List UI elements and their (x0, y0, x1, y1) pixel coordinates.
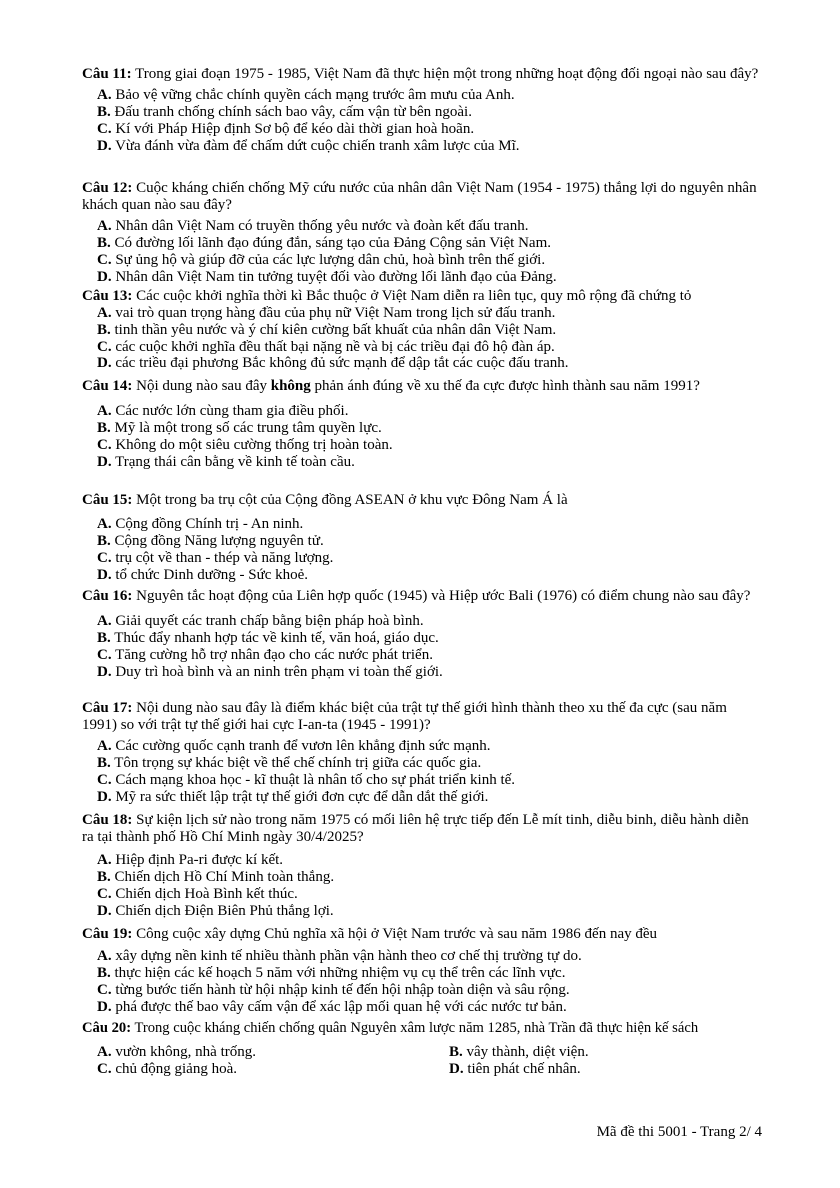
option-c: C. từng bước tiến hành từ hội nhập kinh tế đến hội nhập toàn diện và sâu rộng. (97, 982, 570, 998)
question-18 (82, 812, 762, 920)
question-label: Câu 11: (82, 66, 132, 82)
emphasis-not: không (270, 378, 311, 394)
option-c: C. Kí với Pháp Hiệp định Sơ bộ để kéo dài thời gian hoà hoãn. (97, 121, 475, 137)
option-d: D. Mỹ ra sức thiết lập trật tự thế giới đơn cực để dẫn dắt thế giới. (97, 789, 489, 805)
option-c: C. chủ động giảng hoà. (97, 1061, 237, 1077)
page-footer: Mã đề thi 5001 - Trang 2/ 4 (596, 1124, 762, 1140)
option-d: D. Trạng thái cân bằng về kinh tế toàn cầu. (97, 454, 355, 470)
question-stem (82, 812, 762, 846)
option-a: A. vai trò quan trọng hàng đầu của phụ nữ Việt Nam trong lịch sử đấu tranh. (97, 305, 556, 321)
option-a: A. vườn không, nhà trống. (97, 1044, 256, 1060)
option-a: A. Các cường quốc cạnh tranh để vươn lên khẳng định sức mạnh. (97, 738, 491, 754)
option-d: D. Vừa đánh vừa đàm để chấm dứt cuộc chiến tranh xâm lược của Mĩ. (97, 138, 520, 154)
question-11 (82, 66, 762, 155)
option-c: C. Chiến dịch Hoà Bình kết thúc. (97, 886, 298, 902)
question-stem (82, 66, 762, 83)
option-c: C. trụ cột về than - thép và năng lượng. (97, 550, 334, 566)
option-a: A. Giải quyết các tranh chấp bằng biện pháp hoà bình. (97, 613, 424, 629)
question-stem (82, 926, 762, 943)
option-a: A. Hiệp định Pa-ri được kí kết. (97, 852, 284, 868)
option-a: A. Các nước lớn cùng tham gia điều phối. (97, 403, 349, 419)
question-label: Câu 19: (82, 926, 133, 942)
option-d: D. Duy trì hoà bình và an ninh trên phạm vi toàn thế giới. (97, 664, 443, 680)
option-c: C. Cách mạng khoa học - kĩ thuật là nhân tố cho sự phát triển kinh tế. (97, 772, 516, 788)
option-b: B. vây thành, diệt viện. (449, 1044, 589, 1060)
option-b: B. Thúc đẩy nhanh hợp tác về kinh tế, văn hoá, giáo dục. (97, 630, 439, 646)
option-d: D. Nhân dân Việt Nam tin tưởng tuyệt đối vào đường lối lãnh đạo của Đảng. (97, 269, 557, 285)
question-stem (82, 700, 762, 734)
question-text: Nội dung nào sau đây là điểm khác biệt của trật tự thế giới hình thành theo xu thế đa cực (sau năm 1991) so với trật tự thế giới hai cực I-an-ta (1945 - 1991)? (82, 700, 727, 733)
question-16 (82, 588, 762, 681)
question-label: Câu 17: (82, 700, 133, 716)
option-d: D. tiên phát chế nhân. (449, 1061, 581, 1077)
option-c: C. các cuộc khởi nghĩa đều thất bại nặng nề và bị các triều đại đô hộ đàn áp. (97, 338, 555, 355)
question-15 (82, 492, 762, 584)
option-b: B. Chiến dịch Hồ Chí Minh toàn thắng. (97, 869, 335, 885)
question-text: Công cuộc xây dựng Chủ nghĩa xã hội ở Việt Nam trước và sau năm 1986 đến nay đều (136, 926, 658, 942)
question-label: Câu 15: (82, 492, 133, 508)
question-label: Câu 14: (82, 378, 133, 394)
question-12 (82, 180, 762, 286)
question-14 (82, 378, 762, 471)
option-b: B. Cộng đồng Năng lượng nguyên tử. (97, 533, 324, 549)
option-c: C. Không do một siêu cường thống trị hoàn toàn. (97, 437, 393, 453)
question-stem (82, 492, 762, 509)
question-text: Một trong ba trụ cột của Cộng đồng ASEAN ở khu vực Đông Nam Á là (136, 492, 568, 508)
question-label: Câu 13: (82, 288, 133, 304)
option-c: C. Tăng cường hỗ trợ nhân đạo cho các nước phát triển. (97, 647, 433, 663)
option-b: B. Tôn trọng sự khác biệt về thể chế chính trị giữa các quốc gia. (97, 755, 482, 771)
option-d: D. tổ chức Dinh dưỡng - Sức khoẻ. (97, 567, 309, 583)
question-label: Câu 12: (82, 180, 133, 196)
option-a: A. Cộng đồng Chính trị - An ninh. (97, 516, 304, 532)
option-b: B. tinh thần yêu nước và ý chí kiên cường bất khuất của nhân dân Việt Nam. (97, 321, 557, 338)
question-text: Nguyên tắc hoạt động của Liên hợp quốc (1945) và Hiệp ước Bali (1976) có điểm chung nào sau đây? (136, 588, 751, 604)
option-b: B. Đấu tranh chống chính sách bao vây, cấm vận từ bên ngoài. (97, 104, 472, 120)
question-label: Câu 18: (82, 812, 133, 828)
question-17 (82, 700, 762, 806)
question-label: Câu 16: (82, 588, 133, 604)
question-text: Các cuộc khởi nghĩa thời kì Bắc thuộc ở Việt Nam diễn ra liên tục, quy mô rộng đã chứng tỏ (136, 288, 692, 304)
question-text: Trong giai đoạn 1975 - 1985, Việt Nam đã thực hiện một trong những hoạt động đối ngoại nào sau đây? (135, 66, 759, 82)
question-stem (82, 588, 762, 605)
question-20 (82, 1020, 772, 1078)
question-stem: Câu 14: Nội dung nào sau đây không phản ánh đúng về xu thế đa cực được hình thành sau năm 1991? (82, 378, 700, 394)
option-a: A. Bảo vệ vững chắc chính quyền cách mạng trước âm mưu của Anh. (97, 87, 515, 103)
question-stem (82, 1020, 772, 1037)
question-text: Sự kiện lịch sử nào trong năm 1975 có mối liên hệ trực tiếp đến Lễ mít tinh, diễu binh, diễu hành diễn ra tại thành phố Hồ Chí Minh ngày 30/4/2025? (82, 812, 749, 845)
question-stem (82, 288, 762, 305)
option-b: B. thực hiện các kế hoạch 5 năm với những nhiệm vụ cụ thể trên các lĩnh vực. (97, 965, 566, 981)
option-d: D. phá được thế bao vây cấm vận để xác lập mối quan hệ với các nước tư bản. (97, 999, 567, 1015)
option-d: D. các triều đại phương Bắc không đủ sức mạnh để dập tắt các cuộc đấu tranh. (97, 355, 569, 372)
option-a: A. xây dựng nền kinh tế nhiều thành phần vận hành theo cơ chế thị trường tự do. (97, 948, 582, 964)
question-text: Cuộc kháng chiến chống Mỹ cứu nước của nhân dân Việt Nam (1954 - 1975) thắng lợi do nguyên nhân khách quan nào sau đây? (82, 180, 757, 213)
question-19 (82, 926, 762, 1016)
question-text: Trong cuộc kháng chiến chống quân Nguyên xâm lược năm 1285, nhà Trần đã thực hiện kế sách (134, 1020, 699, 1036)
option-c: C. Sự ủng hộ và giúp đỡ của các lực lượng dân chủ, hoà bình trên thế giới. (97, 252, 546, 268)
option-a: A. Nhân dân Việt Nam có truyền thống yêu nước và đoàn kết đấu tranh. (97, 218, 529, 234)
question-stem (82, 180, 762, 214)
option-b: B. Mỹ là một trong số các trung tâm quyền lực. (97, 420, 382, 436)
option-d: D. Chiến dịch Điện Biên Phủ thắng lợi. (97, 903, 334, 919)
options-grid (82, 1044, 772, 1078)
question-label: Câu 20: (82, 1020, 132, 1036)
question-13 (82, 288, 762, 372)
option-b: B. Có đường lối lãnh đạo đúng đắn, sáng tạo của Đảng Cộng sản Việt Nam. (97, 235, 551, 251)
